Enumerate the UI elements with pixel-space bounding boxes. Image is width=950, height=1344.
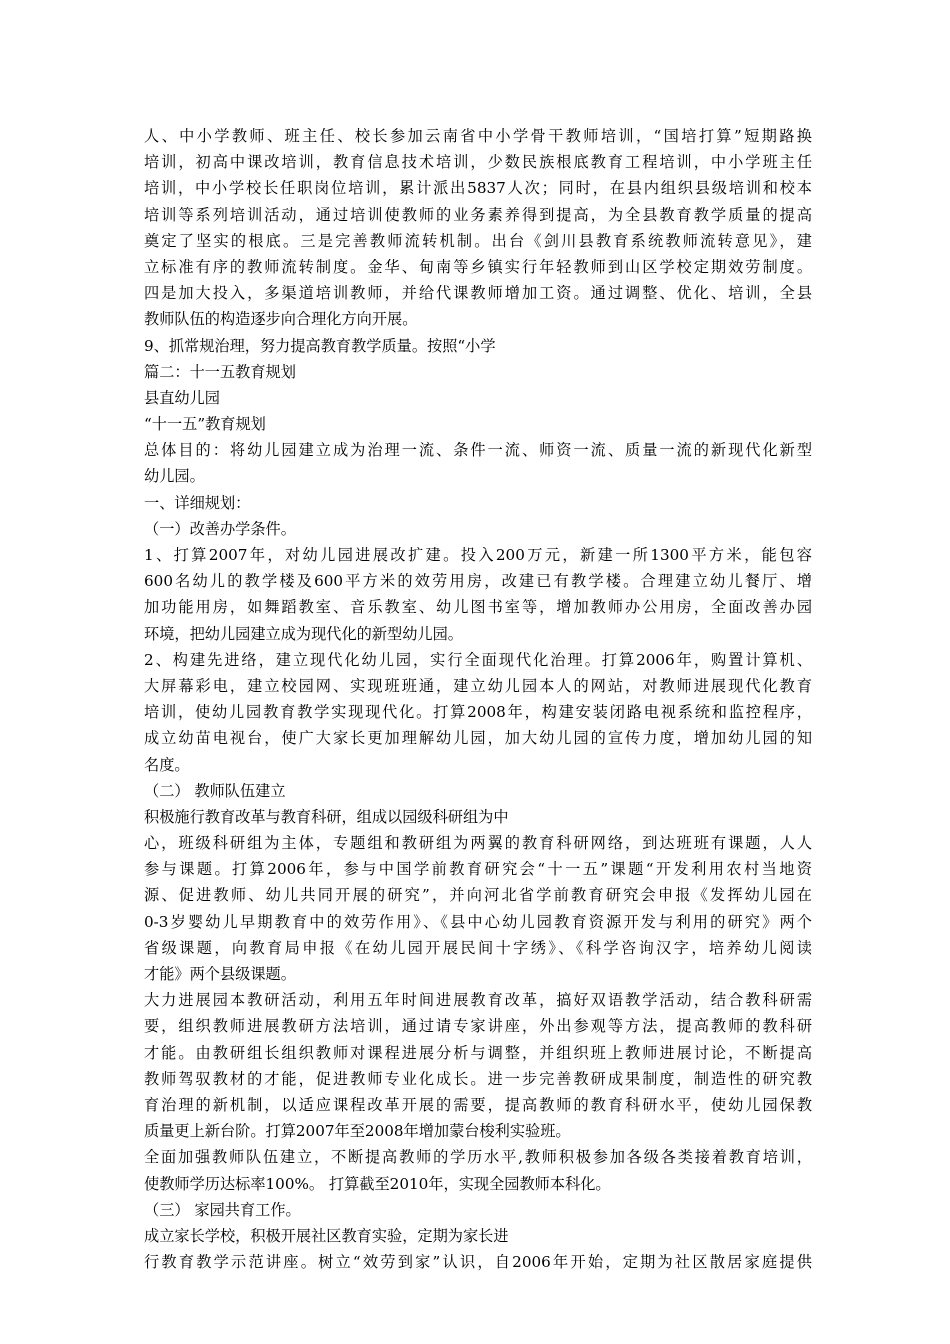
text-line: 1、打算2007年，对幼儿园进展改扩建。投入200万元，新建一所1300平方米，能包容	[144, 546, 812, 564]
text-line: 大屏幕彩电，建立校园网、实现班班通，建立幼儿园本人的网站，对教师进展现代化教育	[144, 676, 812, 695]
text-line: 培训，初高中课改培训，教育信息技术培训，少数民族根底教育工程培训，中小学班主任	[144, 153, 812, 172]
text-line: 四是加大投入，多渠道培训教师，并给代课教师增加工资。通过调整、优化、培训，全县	[144, 284, 812, 303]
text-line: 培训等系列培训活动，通过培训使教师的业务素养得到提高，为全县教育教学质量的提高	[144, 205, 812, 224]
text-line: 立标准有序的教师流转制度。金华、甸南等乡镇实行年轻教师到山区学校定期效劳制度。	[144, 257, 812, 276]
text-line: 培训，使幼儿园教育教学实现现代化。打算2008年，构建安装闭路电视系统和监控程序，	[144, 703, 812, 722]
text-line: 才能》两个县级课题。	[144, 965, 296, 983]
text-line: 心，班级科研组为主体，专题组和教研组为两翼的教育科研网络，到达班班有课题，人人	[144, 834, 812, 853]
text-line: 省级课题，向教育局申报《在幼儿园开展民间十字绣》、《科学咨询汉字，培养幼儿阅读	[144, 938, 812, 957]
text-line: 源、促进教师、幼儿共同开展的研究”，并向河北省学前教育研究会申报《发挥幼儿园在	[144, 886, 812, 905]
text-line: 9、抓常规治理，努力提高教育教学质量。按照“小学	[144, 336, 496, 355]
text-line: 大力进展园本教研活动，利用五年时间进展教育改革，搞好双语教学活动，结合教科研需	[144, 991, 812, 1010]
document-body	[144, 123, 812, 1275]
text-line: 奠定了坚实的根底。三是完善教师流转机制。出台《剑川县教育系统教师流转意见》，建	[144, 231, 812, 250]
text-line: 教师驾驭教材的才能，促进教师专业化成长。进一步完善教研成果制度，制造性的研究教	[144, 1069, 812, 1088]
text-line: 培训，中小学校长任职岗位培训，累计派出5837人次；同时，在县内组织县级培训和校本	[144, 179, 812, 198]
text-line: 成立家长学校，积极开展社区教育实验，定期为家长进	[144, 1226, 509, 1245]
text-line: 600名幼儿的教学楼及600平方米的效劳用房，改建已有教学楼。合理建立幼儿餐厅、增	[144, 572, 812, 591]
text-line: 总体目的：将幼儿园建立成为治理一流、条件一流、师资一流、质量一流的新现代化新型	[144, 441, 812, 460]
text-line: 质量更上新台阶。打算2007年至2008年增加蒙台梭利实验班。	[144, 1122, 571, 1141]
text-line: “十一五”教育规划	[144, 415, 266, 434]
text-line: 加功能用房，如舞蹈教室、音乐教室、幼儿图书室等，增加教师办公用房，全面改善办园	[144, 598, 812, 617]
text-line: 幼儿园。	[144, 467, 205, 486]
text-line: 环境，把幼儿园建立成为现代化的新型幼儿园。	[144, 624, 463, 643]
text-line: 0-3岁婴幼儿早期教育中的效劳作用》、《县中心幼儿园教育资源开发与利用的研究》两个	[144, 912, 812, 931]
text-line: 要，组织教师进展教研方法培训，通过请专家讲座，外出参观等方法，提高教师的教科研	[144, 1017, 812, 1036]
text-line: 参与课题。打算2006年，参与中国学前教育研究会“十一五”课题“开发利用农村当地资	[144, 860, 812, 879]
text-line: 积极施行教育改革与教育科研，组成以园级科研组为中	[144, 807, 509, 826]
text-line: 全面加强教师队伍建立，不断提高教师的学历水平,教师积极参加各级各类接着教育培训，	[144, 1148, 812, 1167]
text-line: 一、详细规划：	[144, 493, 251, 512]
text-line: 教师队伍的构造逐步向合理化方向开展。	[144, 310, 418, 329]
text-line: 行教育教学示范讲座。树立“效劳到家”认识，自2006年开始，定期为社区散居家庭提供	[144, 1253, 812, 1272]
text-line: 才能。由教研组长组织教师对课程进展分析与调整，并组织班上教师进展讨论，不断提高	[144, 1043, 812, 1062]
text-line: 成立幼苗电视台，使广大家长更加理解幼儿园，加大幼儿园的宣传力度，增加幼儿园的知	[144, 729, 812, 748]
text-line: 育治理的新机制，以适应课程改革开展的需要，提高教师的教育科研水平，使幼儿园保教	[144, 1095, 812, 1114]
text-line: （一）改善办学条件。	[144, 519, 296, 538]
text-line: 人、中小学教师、班主任、校长参加云南省中小学骨干教师培训，“国培打算”短期路换	[144, 127, 812, 145]
text-line: （三） 家园共育工作。	[144, 1200, 301, 1219]
text-line: 使教师学历达标率100%。 打算截至2010年，实现全园教师本科化。	[144, 1174, 611, 1193]
text-line: 县直幼儿园	[144, 388, 220, 407]
text-line: 2、构建先进络，建立现代化幼儿园，实行全面现代化治理。打算2006年，购置计算机、	[144, 650, 812, 669]
text-line: 名度。	[144, 755, 190, 774]
text-line: 篇二：十一五教育规划	[144, 362, 296, 381]
text-line: （二） 教师队伍建立	[144, 781, 286, 800]
